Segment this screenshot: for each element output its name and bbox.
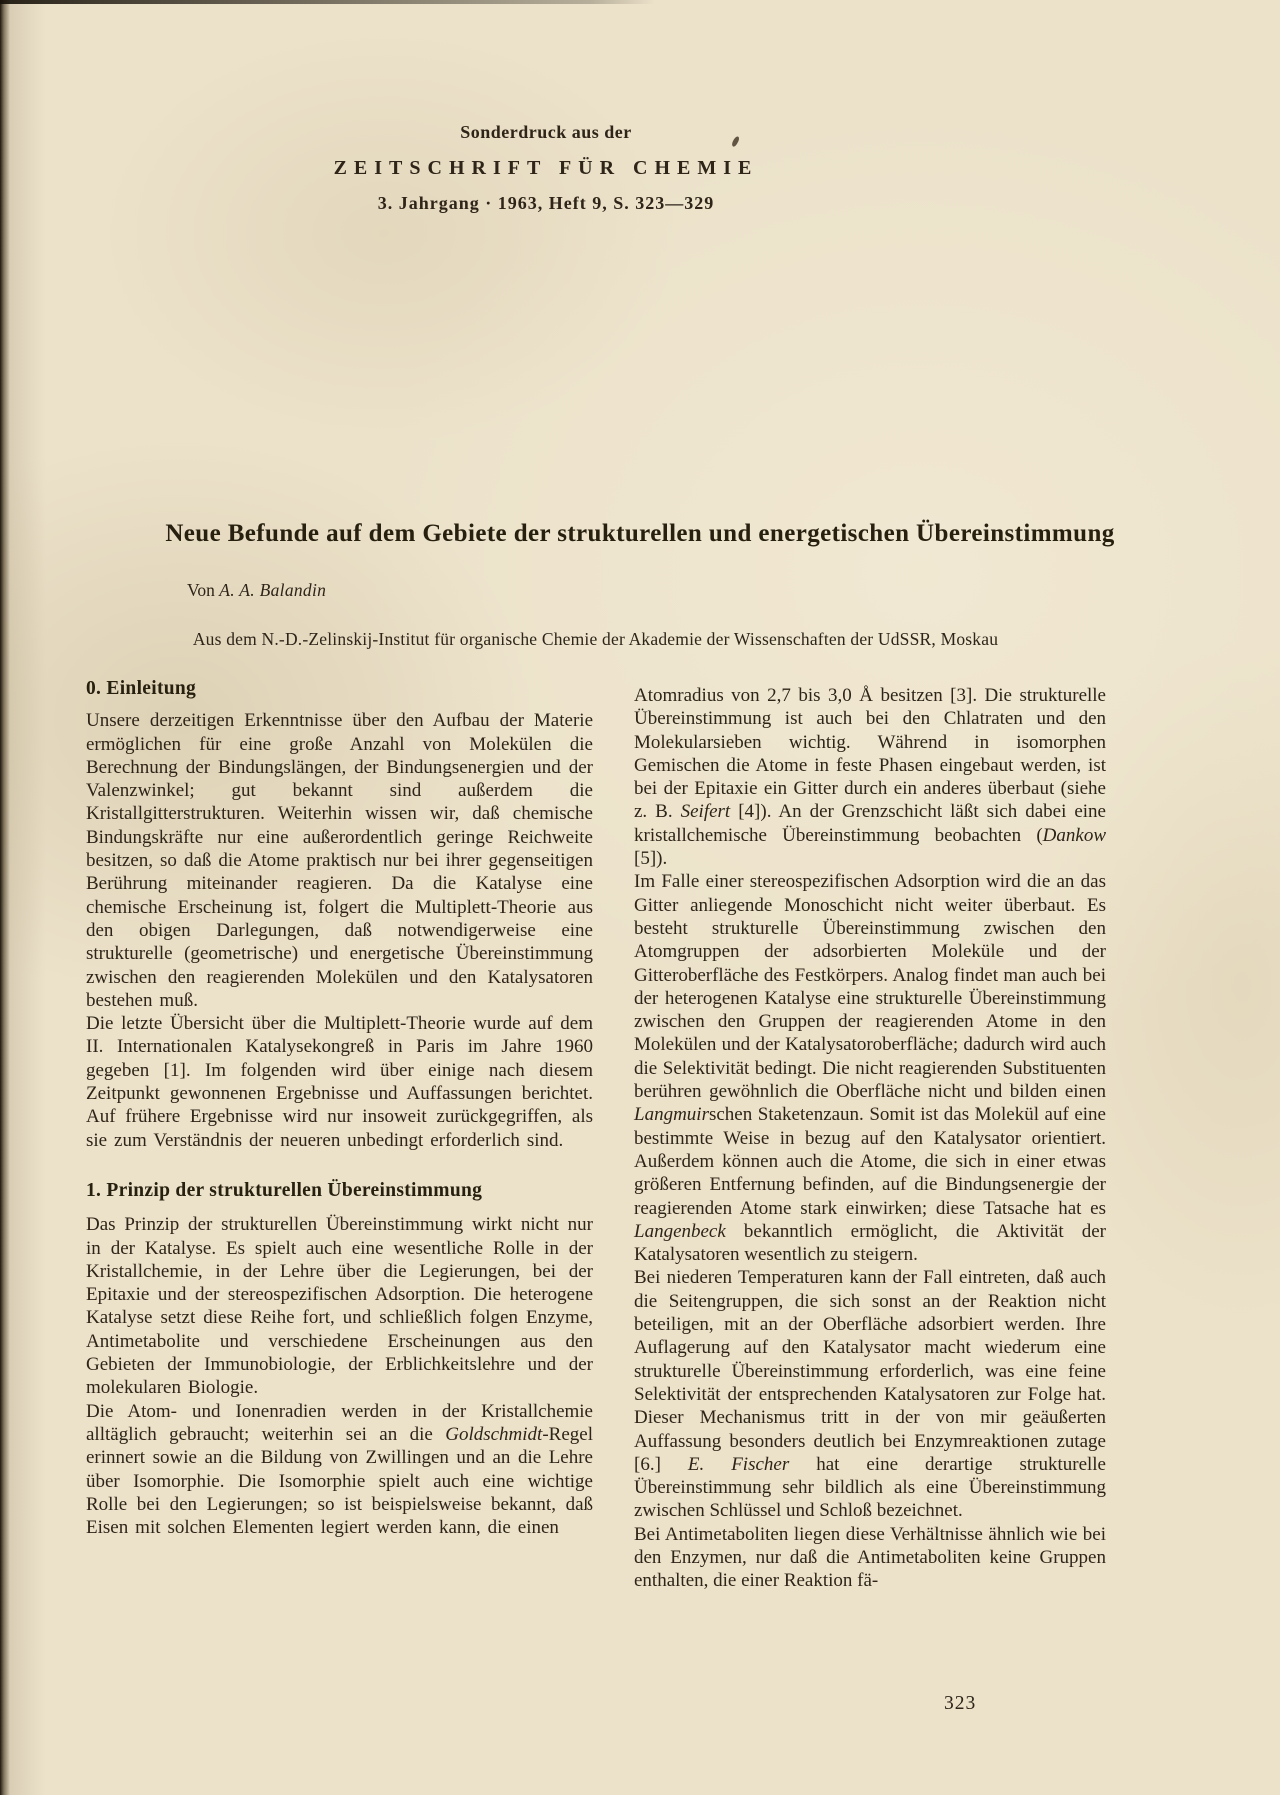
journal-title: ZEITSCHRIFT FÜR CHEMIE bbox=[333, 157, 759, 179]
section-heading-einleitung: 0. Einleitung bbox=[86, 678, 197, 699]
author-name: A. A. Balandin bbox=[219, 580, 327, 600]
paragraph: Im Falle einer stereospezifischen Adsorption wird die an das Gitter anliegende Monoschicht nicht weiter überbaut. Es besteht strukturelle Übereinstimmung zwischen den Atomgruppen der adsorbierten Moleküle und der Gitteroberfläche des Festkörpers. Analog findet man auch bei der heterogenen Katalyse eine strukturelle Übereinstimmung zwischen den Gruppen der reagierenden Atome in den Molekülen und der Katalysatoroberfläche; dadurch wird auch die Selektivität bedingt. Die nicht reagierenden Substituenten berühren gewöhnlich die Oberfläche nicht und bilden einen Langmuirschen Staketenzaun. Somit ist das Molekül auf eine bestimmte Weise in bezug auf den Katalysator orientiert. Außerdem können auch die Atome, die sich in einer etwas größeren Entfernung befinden, auf die Bindungsenergie der reagierenden Atome stark einwirken; diese Tatsache hat es Langenbeck bekanntlich ermöglicht, die Aktivität der Katalysatoren wesentlich zu steigern. bbox=[634, 871, 1106, 1266]
page-left-shadow-edge bbox=[0, 0, 10, 1795]
article-title: Neue Befunde auf dem Gebiete der strukturellen und energetischen Übereinstimmung bbox=[165, 520, 1115, 547]
article-body bbox=[86, 677, 1106, 1593]
reprint-note: Sonderdruck aus der bbox=[460, 122, 632, 142]
paragraph: Die Atom- und Ionenradien werden in der Kristallchemie alltäglich gebraucht; weiterhin sei an die Goldschmidt-Regel erinnert sowie an die Bildung von Zwillingen und an die Lehre über Isomorphie. Die Isomorphie spielt auch eine wichtige Rolle bei den Legierungen; so ist beispielsweise bekannt, daß Eisen mit solchen Elementen legiert werden kann, die einen bbox=[86, 1400, 593, 1539]
issue-info: 3. Jahrgang · 1963, Heft 9, S. 323—329 bbox=[377, 193, 715, 213]
left-column bbox=[86, 677, 593, 1539]
affiliation-line: Aus dem N.-D.-Zelinskij-Institut für organische Chemie der Akademie der Wissenschaften der UdSSR, Moskau bbox=[192, 629, 999, 649]
page-number: 323 bbox=[944, 1693, 977, 1714]
paragraph: Atomradius von 2,7 bis 3,0 Å besitzen [3]. Die strukturelle Übereinstimmung ist auch bei den Chlatraten und den Molekularsieben wichtig. Während in isomorphen Gemischen die Atome in feste Phasen eingebaut werden, ist bei der Epitaxie ein Gitter durch ein anderes überbaut (siehe z. B. Seifert [4]). An der Grenzschicht läßt sich dabei eine kristallchemische Übereinstimmung beobachten (Dankow [5]). bbox=[634, 685, 1106, 870]
page-top-shadow-edge bbox=[0, 0, 655, 4]
paragraph: Das Prinzip der strukturellen Übereinstimmung wirkt nicht nur in der Katalyse. Es spielt auch eine wesentliche Rolle in der Kristallchemie, in der Lehre über die Legierungen, bei der Epitaxie und der stereospezifischen Adsorption. Die heterogene Katalyse setzt diese Reihe fort, und schließlich folgen Enzyme, Antimetabolite und verschiedene Erscheinungen aus den Gebieten der Immunobiologie, der Erblichkeitslehre und der molekularen Biologie. bbox=[86, 1214, 593, 1399]
paragraph: Bei Antimetaboliten liegen diese Verhältnisse ähnlich wie bei den Enzymen, nur daß die Antimetaboliten keine Gruppen enthalten, die einer Reaktion fä- bbox=[634, 1523, 1106, 1592]
byline-prefix: Von bbox=[187, 580, 220, 600]
journal-header bbox=[86, 122, 1006, 214]
section-heading-prinzip: 1. Prinzip der strukturellen Übereinstimmung bbox=[86, 1179, 483, 1201]
paragraph: Unsere derzeitigen Erkenntnisse über den Aufbau der Materie ermöglichen für eine große Anzahl von Molekülen die Berechnung der Bindungslängen, der Bindungsenergien und der Valenzwinkel; gut bekannt sind außerdem die Kristallgitterstrukturen. Weiterhin wissen wir, daß chemische Bindungskräfte nur eine außerordentlich geringe Reichweite besitzen, so daß die Atome praktisch nur bei ihrer gegenseitigen Berührung miteinander reagieren. Da die Katalyse eine chemische Erscheinung ist, folgert die Multiplett-Theorie aus den obigen Darlegungen, daß notwendigerweise eine strukturelle (geometrische) und energetische Übereinstimmung zwischen den reagierenden Molekülen und den Katalysatoren bestehen muß. bbox=[86, 710, 593, 1011]
byline bbox=[187, 580, 326, 601]
right-column bbox=[634, 677, 1106, 1593]
paragraph: Bei niederen Temperaturen kann der Fall eintreten, daß auch die Seitengruppen, die sich sonst an der Reaktion nicht beteiligen, mit an der Oberfläche adsorbiert werden. Ihre Auflagerung auf den Katalysator macht wiederum eine strukturelle Übereinstimmung erforderlich, was eine feine Selektivität der entsprechenden Katalysatoren zur Folge hat. Dieser Mechanismus tritt in der von mir geäußerten Auffassung besonders deutlich bei Enzymreaktionen zutage [6.] E. Fischer hat eine derartige strukturelle Übereinstimmung sehr bildlich als eine Übereinstimmung zwischen Schlüssel und Schloß bezeichnet. bbox=[634, 1267, 1106, 1522]
paragraph: Die letzte Übersicht über die Multiplett-Theorie wurde auf dem II. Internationalen Katalysekongreß in Paris im Jahre 1960 gegeben [1]. Im folgenden wird über einige nach diesem Zeitpunkt gewonnenen Ergebnisse und Auffassungen berichtet. Auf frühere Ergebnisse wird nur insoweit zurückgegriffen, als sie zum Verständnis der neueren unbedingt erforderlich sind. bbox=[86, 1013, 593, 1151]
